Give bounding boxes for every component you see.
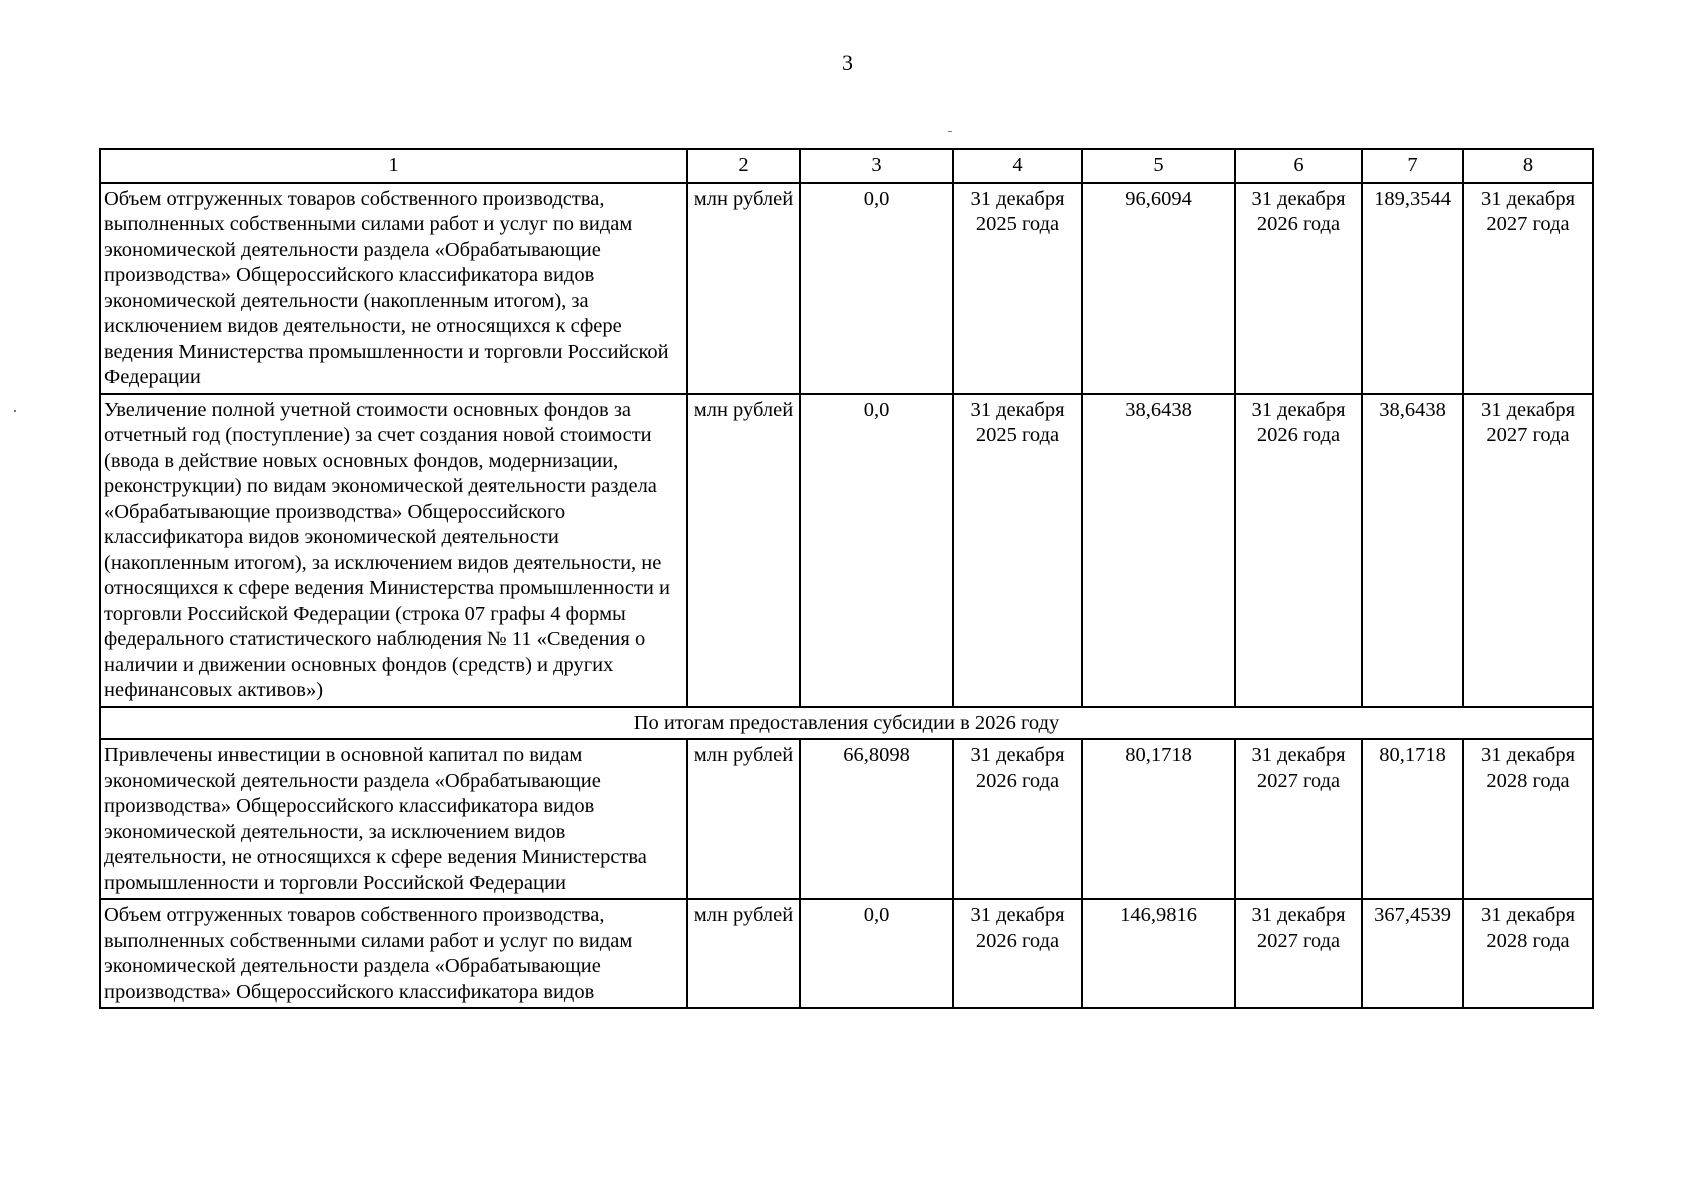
value-cell: 189,3544 xyxy=(1362,183,1463,394)
date-cell: 31 декабря 2027 года xyxy=(1463,183,1593,394)
table-row xyxy=(100,183,1593,394)
column-header: 7 xyxy=(1362,149,1463,183)
value-cell: 367,4539 xyxy=(1362,899,1463,1008)
indicators-table xyxy=(99,148,1594,1009)
page-number: 3 xyxy=(842,50,853,75)
section-row xyxy=(100,707,1593,740)
column-header: 2 xyxy=(687,149,800,183)
value-cell: 96,6094 xyxy=(1082,183,1235,394)
indicator-description: Увеличение полной учетной стоимости основных фондов за отчетный год (поступление) за счет создания новой стоимости (ввода в действие новых основных фондов, модернизации, реконструкции) по видам экономической деятельности раздела «Обрабатывающие производства» Общероссийского классификатора видов экономической деятельности (накопленным итогом), за исключением видов деятельности, не относящихся к сфере ведения Министерства промышленности и торговли Российской Федерации (строка 07 графы 4 формы федерального статистического наблюдения № 11 «Сведения о наличии и движении основных фондов (средств) и других нефинансовых активов») xyxy=(100,394,687,707)
indicator-description: Объем отгруженных товаров собственного производства, выполненных собственными силами работ и услуг по видам экономической деятельности раздела «Обрабатывающие производства» Общероссийского классификатора видов xyxy=(100,899,687,1008)
column-header: 1 xyxy=(100,149,687,183)
date-cell: 31 декабря 2025 года xyxy=(953,183,1082,394)
indicator-description: Привлечены инвестиции в основной капитал по видам экономической деятельности раздела «Обрабатывающие производства» Общероссийского классификатора видов экономической деятельности, за исключением видов деятельности, не относящихся к сфере ведения Министерства промышленности и торговли Российской Федерации xyxy=(100,739,687,899)
table-row xyxy=(100,394,1593,707)
date-cell: 31 декабря 2026 года xyxy=(1235,394,1362,707)
section-title: По итогам предоставления субсидии в 2026 году xyxy=(100,707,1593,740)
value-cell: 146,9816 xyxy=(1082,899,1235,1008)
scan-mark xyxy=(14,410,16,412)
date-cell: 31 декабря 2026 года xyxy=(1235,183,1362,394)
date-cell: 31 декабря 2027 года xyxy=(1463,394,1593,707)
date-cell: 31 декабря 2026 года xyxy=(953,899,1082,1008)
indicator-description: Объем отгруженных товаров собственного производства, выполненных собственными силами работ и услуг по видам экономической деятельности раздела «Обрабатывающие производства» Общероссийского классификатора видов экономической деятельности (накопленным итогом), за исключением видов деятельности, не относящихся к сфере ведения Министерства промышленности и торговли Российской Федерации xyxy=(100,183,687,394)
base-value-cell: 0,0 xyxy=(800,899,953,1008)
column-header: 4 xyxy=(953,149,1082,183)
date-cell: 31 декабря 2027 года xyxy=(1235,899,1362,1008)
base-value-cell: 0,0 xyxy=(800,183,953,394)
value-cell: 80,1718 xyxy=(1082,739,1235,899)
scan-mark xyxy=(948,131,952,132)
column-header: 5 xyxy=(1082,149,1235,183)
table-header-row xyxy=(100,149,1593,183)
base-value-cell: 66,8098 xyxy=(800,739,953,899)
date-cell: 31 декабря 2028 года xyxy=(1463,899,1593,1008)
unit-cell: млн рублей xyxy=(687,739,800,899)
table-row xyxy=(100,899,1593,1008)
column-header: 8 xyxy=(1463,149,1593,183)
date-cell: 31 декабря 2026 года xyxy=(953,739,1082,899)
column-header: 3 xyxy=(800,149,953,183)
date-cell: 31 декабря 2025 года xyxy=(953,394,1082,707)
value-cell: 38,6438 xyxy=(1082,394,1235,707)
date-cell: 31 декабря 2027 года xyxy=(1235,739,1362,899)
base-value-cell: 0,0 xyxy=(800,394,953,707)
value-cell: 38,6438 xyxy=(1362,394,1463,707)
value-cell: 80,1718 xyxy=(1362,739,1463,899)
table-row xyxy=(100,739,1593,899)
unit-cell: млн рублей xyxy=(687,394,800,707)
date-cell: 31 декабря 2028 года xyxy=(1463,739,1593,899)
column-header: 6 xyxy=(1235,149,1362,183)
unit-cell: млн рублей xyxy=(687,183,800,394)
unit-cell: млн рублей xyxy=(687,899,800,1008)
